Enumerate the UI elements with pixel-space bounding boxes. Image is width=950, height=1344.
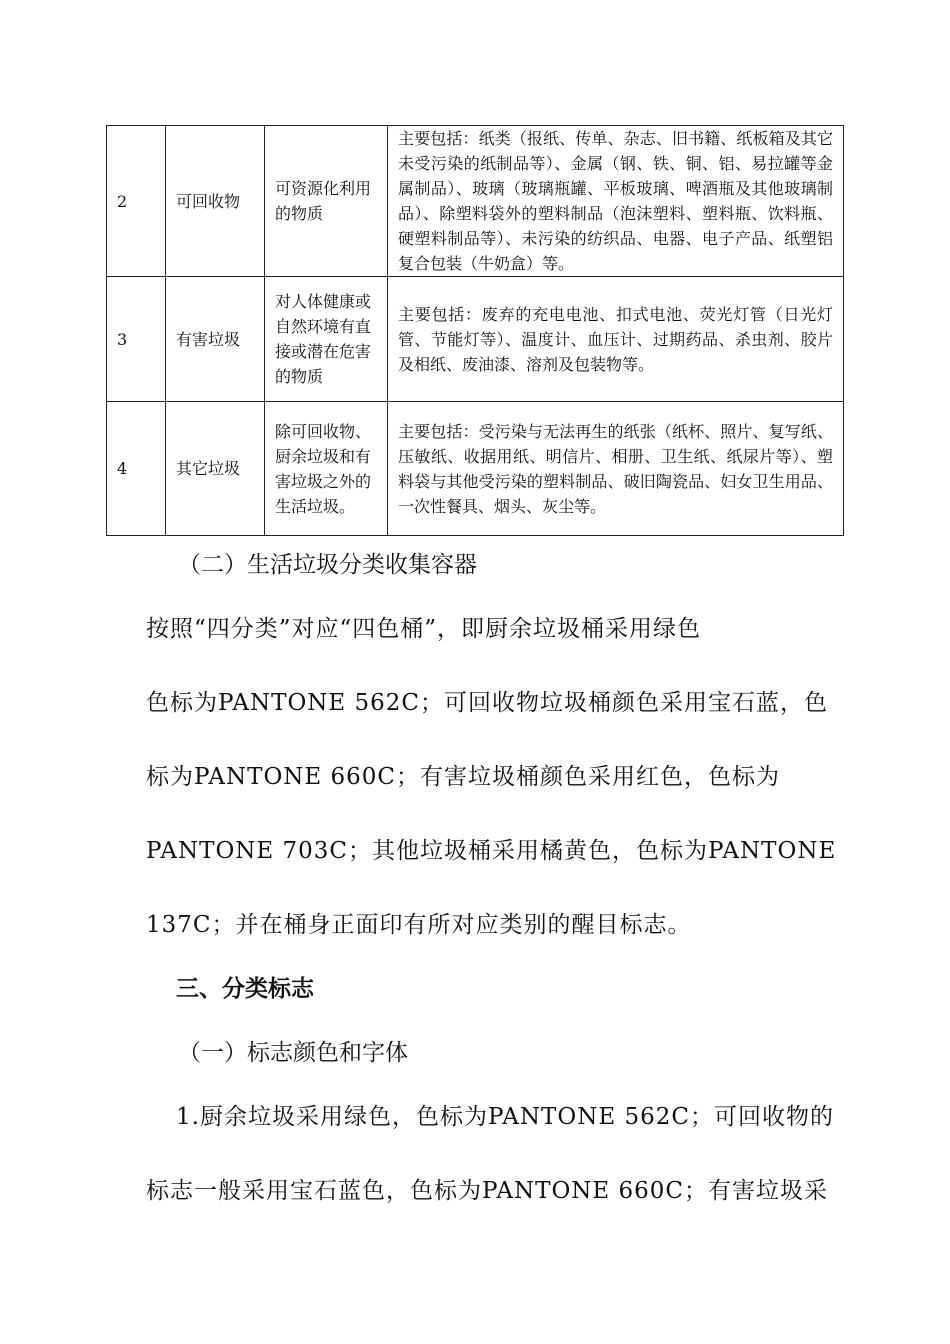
table-row bbox=[107, 126, 844, 277]
waste-classification-table bbox=[106, 125, 844, 536]
category-cell: 其它垃圾 bbox=[166, 402, 265, 536]
details-cell: 主要包括：纸类（报纸、传单、杂志、旧书籍、纸板箱及其它未受污染的纸制品等）、金属（钢、铁、铜、铝、易拉罐等金属制品）、玻璃（玻璃瓶罐、平板玻璃、啤酒瓶及其他玻璃制品）、除塑料袋外的塑料制品（泡沫塑料、塑料瓶、饮料瓶、硬塑料制品等）、未污染的纺织品、电器、电子产品、纸塑铝复合包装（牛奶盒）等。 bbox=[388, 126, 844, 277]
paragraph-line: 1.厨余垃圾采用绿色，色标为PANTONE 562C；可回收物的 bbox=[176, 1104, 834, 1130]
paragraph-line: 按照“四分类”对应“四色桶”，即厨余垃圾桶采用绿色 bbox=[146, 616, 702, 642]
definition-cell: 对人体健康或自然环境有直接或潜在危害的物质 bbox=[265, 277, 388, 402]
subsection-heading-colors-fonts: （一）标志颜色和字体 bbox=[178, 1040, 408, 1066]
paragraph-line: 标志一般采用宝石蓝色，色标为PANTONE 660C；有害垃圾采 bbox=[146, 1178, 829, 1204]
paragraph-line: 色标为PANTONE 562C；可回收物垃圾桶颜色采用宝石蓝，色 bbox=[146, 690, 829, 716]
paragraph-line: 137C；并在桶身正面印有所对应类别的醒目标志。 bbox=[146, 912, 692, 938]
category-cell: 可回收物 bbox=[166, 126, 265, 277]
paragraph-line: 标为PANTONE 660C；有害垃圾桶颜色采用红色，色标为 bbox=[146, 764, 781, 790]
definition-cell: 可资源化利用的物质 bbox=[265, 126, 388, 277]
row-number: 3 bbox=[107, 277, 166, 402]
table-row bbox=[107, 277, 844, 402]
table-row bbox=[107, 402, 844, 536]
details-cell: 主要包括：废弃的充电电池、扣式电池、荧光灯管（日光灯管、节能灯等）、温度计、血压计、过期药品、杀虫剂、胶片及相纸、废油漆、溶剂及包装物等。 bbox=[388, 277, 844, 402]
details-cell: 主要包括：受污染与无法再生的纸张（纸杯、照片、复写纸、压敏纸、收据用纸、明信片、相册、卫生纸、纸尿片等）、塑料袋与其他受污染的塑料制品、破旧陶瓷品、妇女卫生用品、一次性餐具、烟头、灰尘等。 bbox=[388, 402, 844, 536]
section-heading-signs: 三、分类标志 bbox=[176, 976, 314, 1002]
row-number: 2 bbox=[107, 126, 166, 277]
category-cell: 有害垃圾 bbox=[166, 277, 265, 402]
section-heading-containers: （二）生活垃圾分类收集容器 bbox=[178, 552, 477, 578]
row-number: 4 bbox=[107, 402, 166, 536]
definition-cell: 除可回收物、厨余垃圾和有害垃圾之外的生活垃圾。 bbox=[265, 402, 388, 536]
paragraph-line: PANTONE 703C；其他垃圾桶采用橘黄色，色标为PANTONE bbox=[146, 838, 837, 864]
